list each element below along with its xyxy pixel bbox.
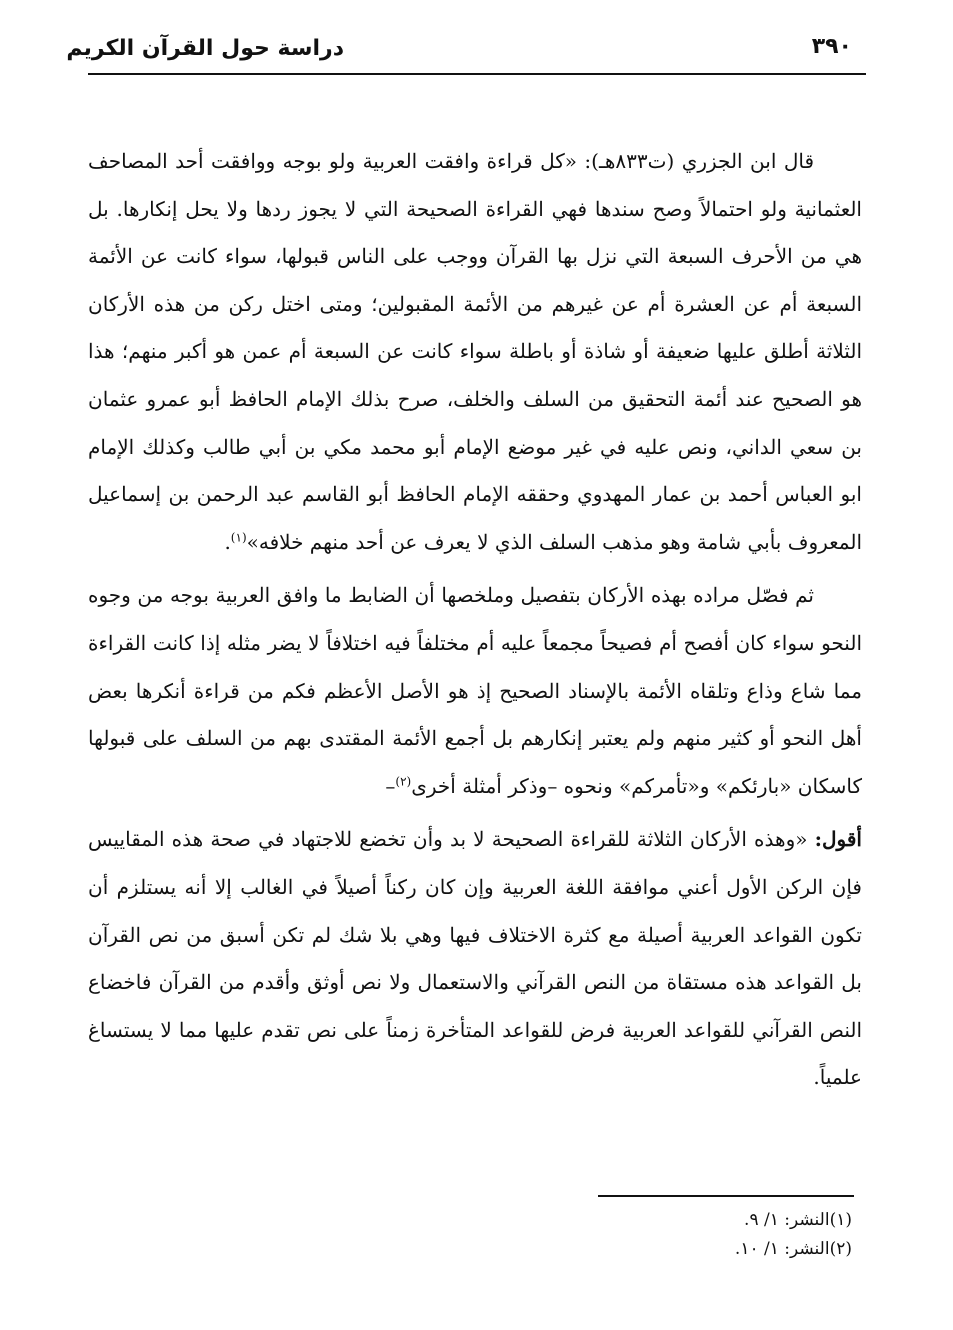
footnote-ref-1[interactable]: (١) [230,530,247,545]
paragraph-tail: – [385,773,396,798]
header-divider [88,73,866,75]
body-text [88,138,862,1102]
footnotes [735,1206,852,1264]
paragraph-text: ثم فصّل مراده بهذه الأركان بتفصيل وملخصها أن الضابط ما وافق العربية بوجه من وجوه النحو سواء كان أفصح أم فصيحاً مجمعاً عليه أم مختلفاً فيه اختلافاً لا يضر مثله إذا كانت القراءة مما شاع وذاع وتلقاه الأئمة بالإسناد الصحيح إذ هو الأصل الأعظم فكم من قراءة أنكرها بعض أهل النحو أو كثير منهم ولم يعتبر إنكارهم بل أجمع الأئمة المقتدى بهم من السلف على قبولها كاسكان «بارئكم» و«تأمركم» ونحوه –وذكر أمثلة أخرى [88,583,862,798]
paragraph-lead: أقول: [814,827,862,852]
paragraph-explanation [88,572,862,810]
running-header [66,30,866,70]
paragraph-text: قال ابن الجزري (ت٨٣٣هـ): «كل قراءة وافقت العربية ولو بوجه ووافقت أحد المصاحف العثمانية ولو احتمالاً وصح سندها فهي القراءة الصحيحة التي لا يجوز ردها ولا يحل إنكارها. بل هي من الأحرف السبعة التي نزل بها القرآن ووجب على الناس قبولها، سواء كانت عن الأئمة السبعة أم عن العشرة أم عن غيرهم من الأئمة المقبولين؛ ومتى اختل ركن من هذه الأركان الثلاثة أطلق عليها ضعيفة أو شاذة أو باطلة سواء كانت عن السبعة أم عمن هو أكبر منهم؛ هذا هو الصحيح عند أئمة التحقيق من السلف والخلف، صرح بذلك الإمام الحافظ أبو عمرو عثمان بن سعي الداني، ونص عليه في غير موضع الإمام أبو محمد مكي بن أبي طالب وكذلك الإمام ابو العباس أحمد بن عمار المهدوي وحققه الإمام الحافظ أبو القاسم عبد الرحمن بن إسماعيل المعروف بأبي شامة وهو مذهب السلف الذي لا يعرف عن أحد منهم خلافه» [88,149,862,554]
footnote-2: (٢)النشر: ١/ ١٠. [734,1239,852,1259]
paragraph-tail: . [224,529,231,554]
footnote-divider [598,1195,854,1197]
footnote-1: (١)النشر: ١/ ٩. [744,1210,852,1230]
paragraph-text: «وهذه الأركان الثلاثة للقراءة الصحيحة لا بد وأن تخضع للاجتهاد في صحة هذه المقاييس فإن الركن الأول أعني موافقة اللغة العربية وإن كان ركناً أصيلاً في الغالب إلا أنه يستلزم أن تكون القواعد العربية أصيلة مع كثرة الاختلاف فيها وهي بلا شك لم تكن أسبق من نص القرآن بل القواعد هذه مستقاة من النص القرآني والاستعمال ولا نص أوثق وأقدم من القرآن فاخضاع النص القرآني للقواعد العربية فرض للقواعد المتأخرة زمناً على نص تقدم عليها مما لا يستساغ علمياً. [88,827,862,1090]
paragraph-quote-ibn-jazari [88,138,862,566]
footnote-ref-2[interactable]: (٢) [395,774,412,789]
paragraph-author-comment [88,816,862,1102]
book-title: دراسة حول القرآن الكريم [66,36,344,61]
page-number: ٣٩٠ [811,34,852,59]
